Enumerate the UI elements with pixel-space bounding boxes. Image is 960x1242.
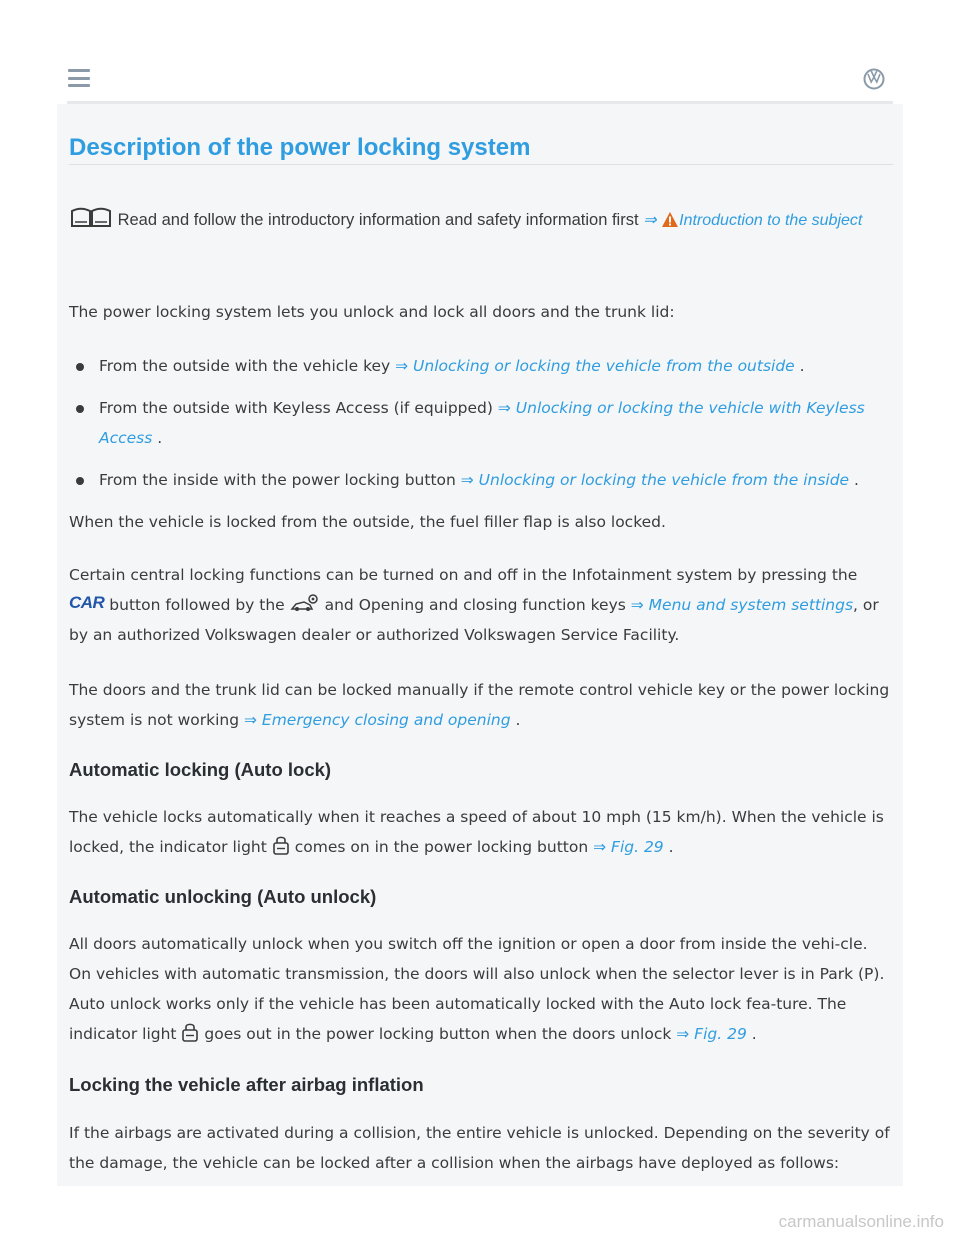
link-unlock-inside[interactable]: ⇒ Unlocking or locking the vehicle from the inside [460, 471, 850, 489]
list-item [69, 465, 893, 507]
list-item-end: . [157, 429, 163, 447]
top-bar [57, 54, 903, 104]
list-item-text: From the outside with Keyless Access (if equipped) [99, 399, 493, 417]
paragraph-text: and Opening and closing function keys [324, 596, 626, 614]
hamburger-menu-icon[interactable] [68, 69, 90, 87]
page-title: Description of the power locking system [69, 134, 531, 161]
infotainment-paragraph [69, 560, 893, 650]
link-unlock-outside[interactable]: ⇒ Unlocking or locking the vehicle from the outside [395, 357, 795, 375]
fuel-flap-paragraph: When the vehicle is locked from the outside, the fuel filler flap is also locked. [69, 513, 666, 531]
intro-statement: The power locking system lets you unlock and lock all doors and the trunk lid: [69, 303, 675, 321]
paragraph-text: , [853, 596, 858, 614]
paragraph-text: button followed by the [109, 596, 285, 614]
paragraph-text: All doors automatically unlock when you switch off the ignition or open a door from inside the vehi-cle. On vehicles with automatic transmission, the doors will also unlock when the selector lever is in Park (P). Auto unlock works only if the vehicle has been automatically locked with the Auto lock fea-ture. The indicator light [69, 935, 885, 1043]
intro-subject-link[interactable]: Introduction to the subject [679, 212, 863, 229]
airbag-paragraph: If the airbags are activated during a collision, the entire vehicle is unlocked. Depending on the severity of the damage, the vehicle can be locked after a collision when the airbags have deployed as follows: [69, 1124, 890, 1172]
intro-paragraph [69, 205, 893, 236]
link-unlock-keyless[interactable]: ⇒ Unlocking or locking the vehicle with Keyless Access [99, 399, 865, 447]
list-item [69, 351, 893, 393]
paragraph-end: . [515, 711, 521, 729]
paragraph-text: The doors and the trunk lid can be locked manually if the remote control vehicle key or the power locking system is not working [69, 681, 890, 729]
list-item-text: From the outside with the vehicle key [99, 357, 391, 375]
lock-indicator-icon [181, 1022, 199, 1042]
paragraph-text: Certain central locking functions can be turned on and off in the Infotainment system by pressing the [69, 566, 858, 584]
list-item-end: . [854, 471, 859, 489]
locking-methods-list [69, 351, 893, 507]
paragraph-text: comes on in the power locking button [294, 838, 589, 856]
page-content [57, 104, 903, 1186]
paragraph-end: . [751, 1025, 757, 1043]
list-item-text: From the inside with the power locking button [99, 471, 456, 489]
title-divider [69, 164, 893, 165]
paragraph-text: or by an authorized Volkswagen dealer or authorized Volkswagen Service Facility. [69, 596, 879, 644]
list-item [69, 393, 893, 465]
car-settings-gear-icon [290, 593, 320, 613]
heading-auto-lock: Automatic locking (Auto lock) [69, 759, 332, 780]
owner-manual-book-icon [69, 207, 113, 229]
heading-auto-unlock: Automatic unlocking (Auto unlock) [69, 886, 377, 907]
list-item-end: . [799, 357, 805, 375]
car-button-icon: CAR [69, 593, 105, 612]
auto-lock-paragraph [69, 802, 893, 862]
watermark: carmanualsonline.info [778, 1212, 944, 1231]
link-menu-settings[interactable]: ⇒ Menu and system settings [630, 596, 854, 614]
link-fig-29[interactable]: ⇒ Fig. 29 [593, 838, 664, 856]
auto-unlock-paragraph [69, 929, 893, 1049]
bullet-dot [76, 405, 84, 413]
intro-text: Read and follow the introductory information and safety information first [117, 211, 639, 229]
vw-logo-icon[interactable] [863, 68, 885, 90]
warning-triangle-icon [661, 211, 679, 228]
bullet-dot [76, 363, 84, 371]
lock-indicator-icon [272, 835, 290, 855]
manual-locking-paragraph [69, 675, 893, 735]
heading-airbag-locking: Locking the vehicle after airbag inflation [69, 1074, 424, 1095]
paragraph-end: . [668, 838, 674, 856]
paragraph-text: The vehicle locks automatically when it reaches a speed of about 10 mph (15 km/h). When the vehicle is locked, the indicator light [69, 808, 884, 856]
link-emergency-closing[interactable]: ⇒ Emergency closing and opening [244, 711, 511, 729]
intro-arrow[interactable]: ⇒ [643, 212, 657, 229]
link-fig-29[interactable]: ⇒ Fig. 29 [676, 1025, 747, 1043]
paragraph-text: goes out in the power locking button when the doors unlock [204, 1025, 672, 1043]
bullet-dot [76, 477, 84, 485]
